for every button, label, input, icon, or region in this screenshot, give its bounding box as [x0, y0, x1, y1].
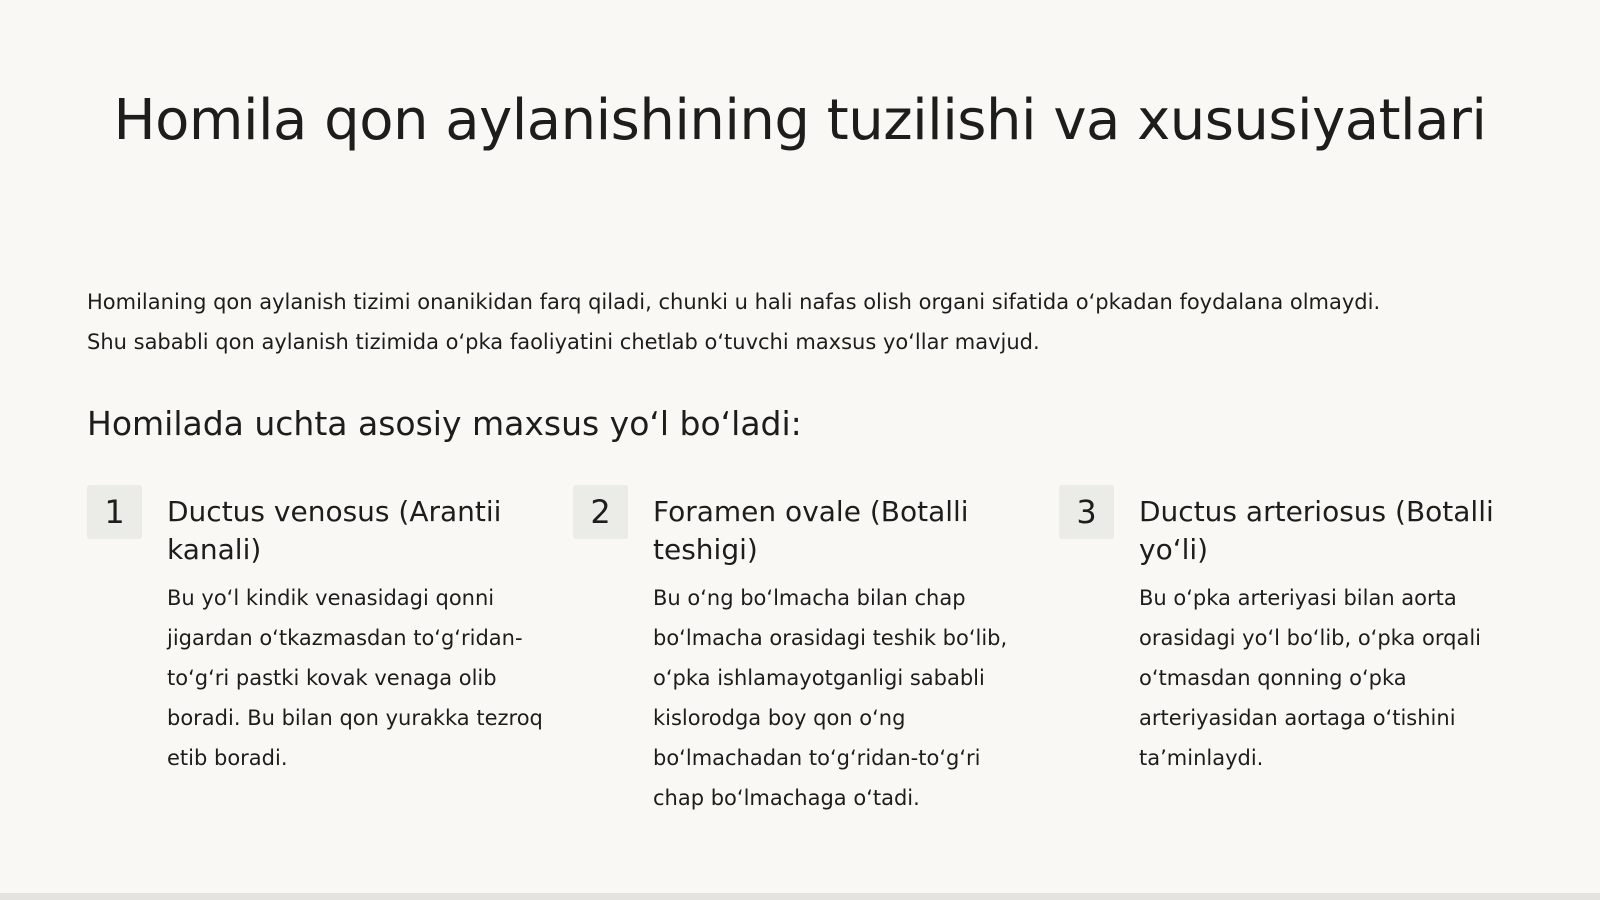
item-title: Ductus venosus (Arantii kanali)	[167, 495, 502, 566]
list-item	[1059, 485, 1529, 825]
list-item	[573, 485, 1043, 825]
number-badge: 1	[87, 485, 142, 539]
number-badge: 3	[1059, 485, 1114, 539]
item-description: Bu yo‘l kindik venasidagi qonni jigardan o‘tkazmasdan to‘g‘ridan-to‘g‘ri pastki kovak venaga olib boradi. Bu bilan qon yurakka tezroq etib boradi.	[167, 586, 543, 770]
bottom-border	[0, 893, 1600, 900]
list-item	[87, 485, 557, 825]
item-description: Bu o‘ng bo‘lmacha bilan chap bo‘lmacha orasidagi teshik bo‘lib, o‘pka ishlamayotganligi sababli kislorodga boy qon o‘ng bo‘lmachadan to‘g‘ridan-to‘g‘ri chap bo‘lmachaga o‘tadi.	[653, 586, 1008, 810]
item-title: Foramen ovale (Botalli teshigi)	[653, 495, 969, 566]
intro-line-1: Homilaning qon aylanish tizimi onanikidan farq qiladi, chunki u hali nafas olish organi sifatida o‘pkadan foydalana olmaydi.	[87, 290, 1381, 314]
item-title: Ductus arteriosus (Botalli yo‘li)	[1139, 495, 1494, 566]
page-title: Homila qon aylanishining tuzilishi va xususiyatlari	[113, 88, 1487, 153]
intro-paragraph	[87, 282, 1527, 362]
number-badge: 2	[573, 485, 628, 539]
intro-line-2: Shu sababli qon aylanish tizimida o‘pka faoliyatini chetlab o‘tuvchi maxsus yo‘llar mavjud.	[87, 330, 1040, 354]
section-subheading: Homilada uchta asosiy maxsus yo‘l bo‘ladi:	[87, 404, 802, 443]
item-description: Bu o‘pka arteriyasi bilan aorta orasidagi yo‘l bo‘lib, o‘pka orqali o‘tmasdan qonning o‘pka arteriyasidan aortaga o‘tishini ta’minlaydi.	[1139, 586, 1481, 770]
